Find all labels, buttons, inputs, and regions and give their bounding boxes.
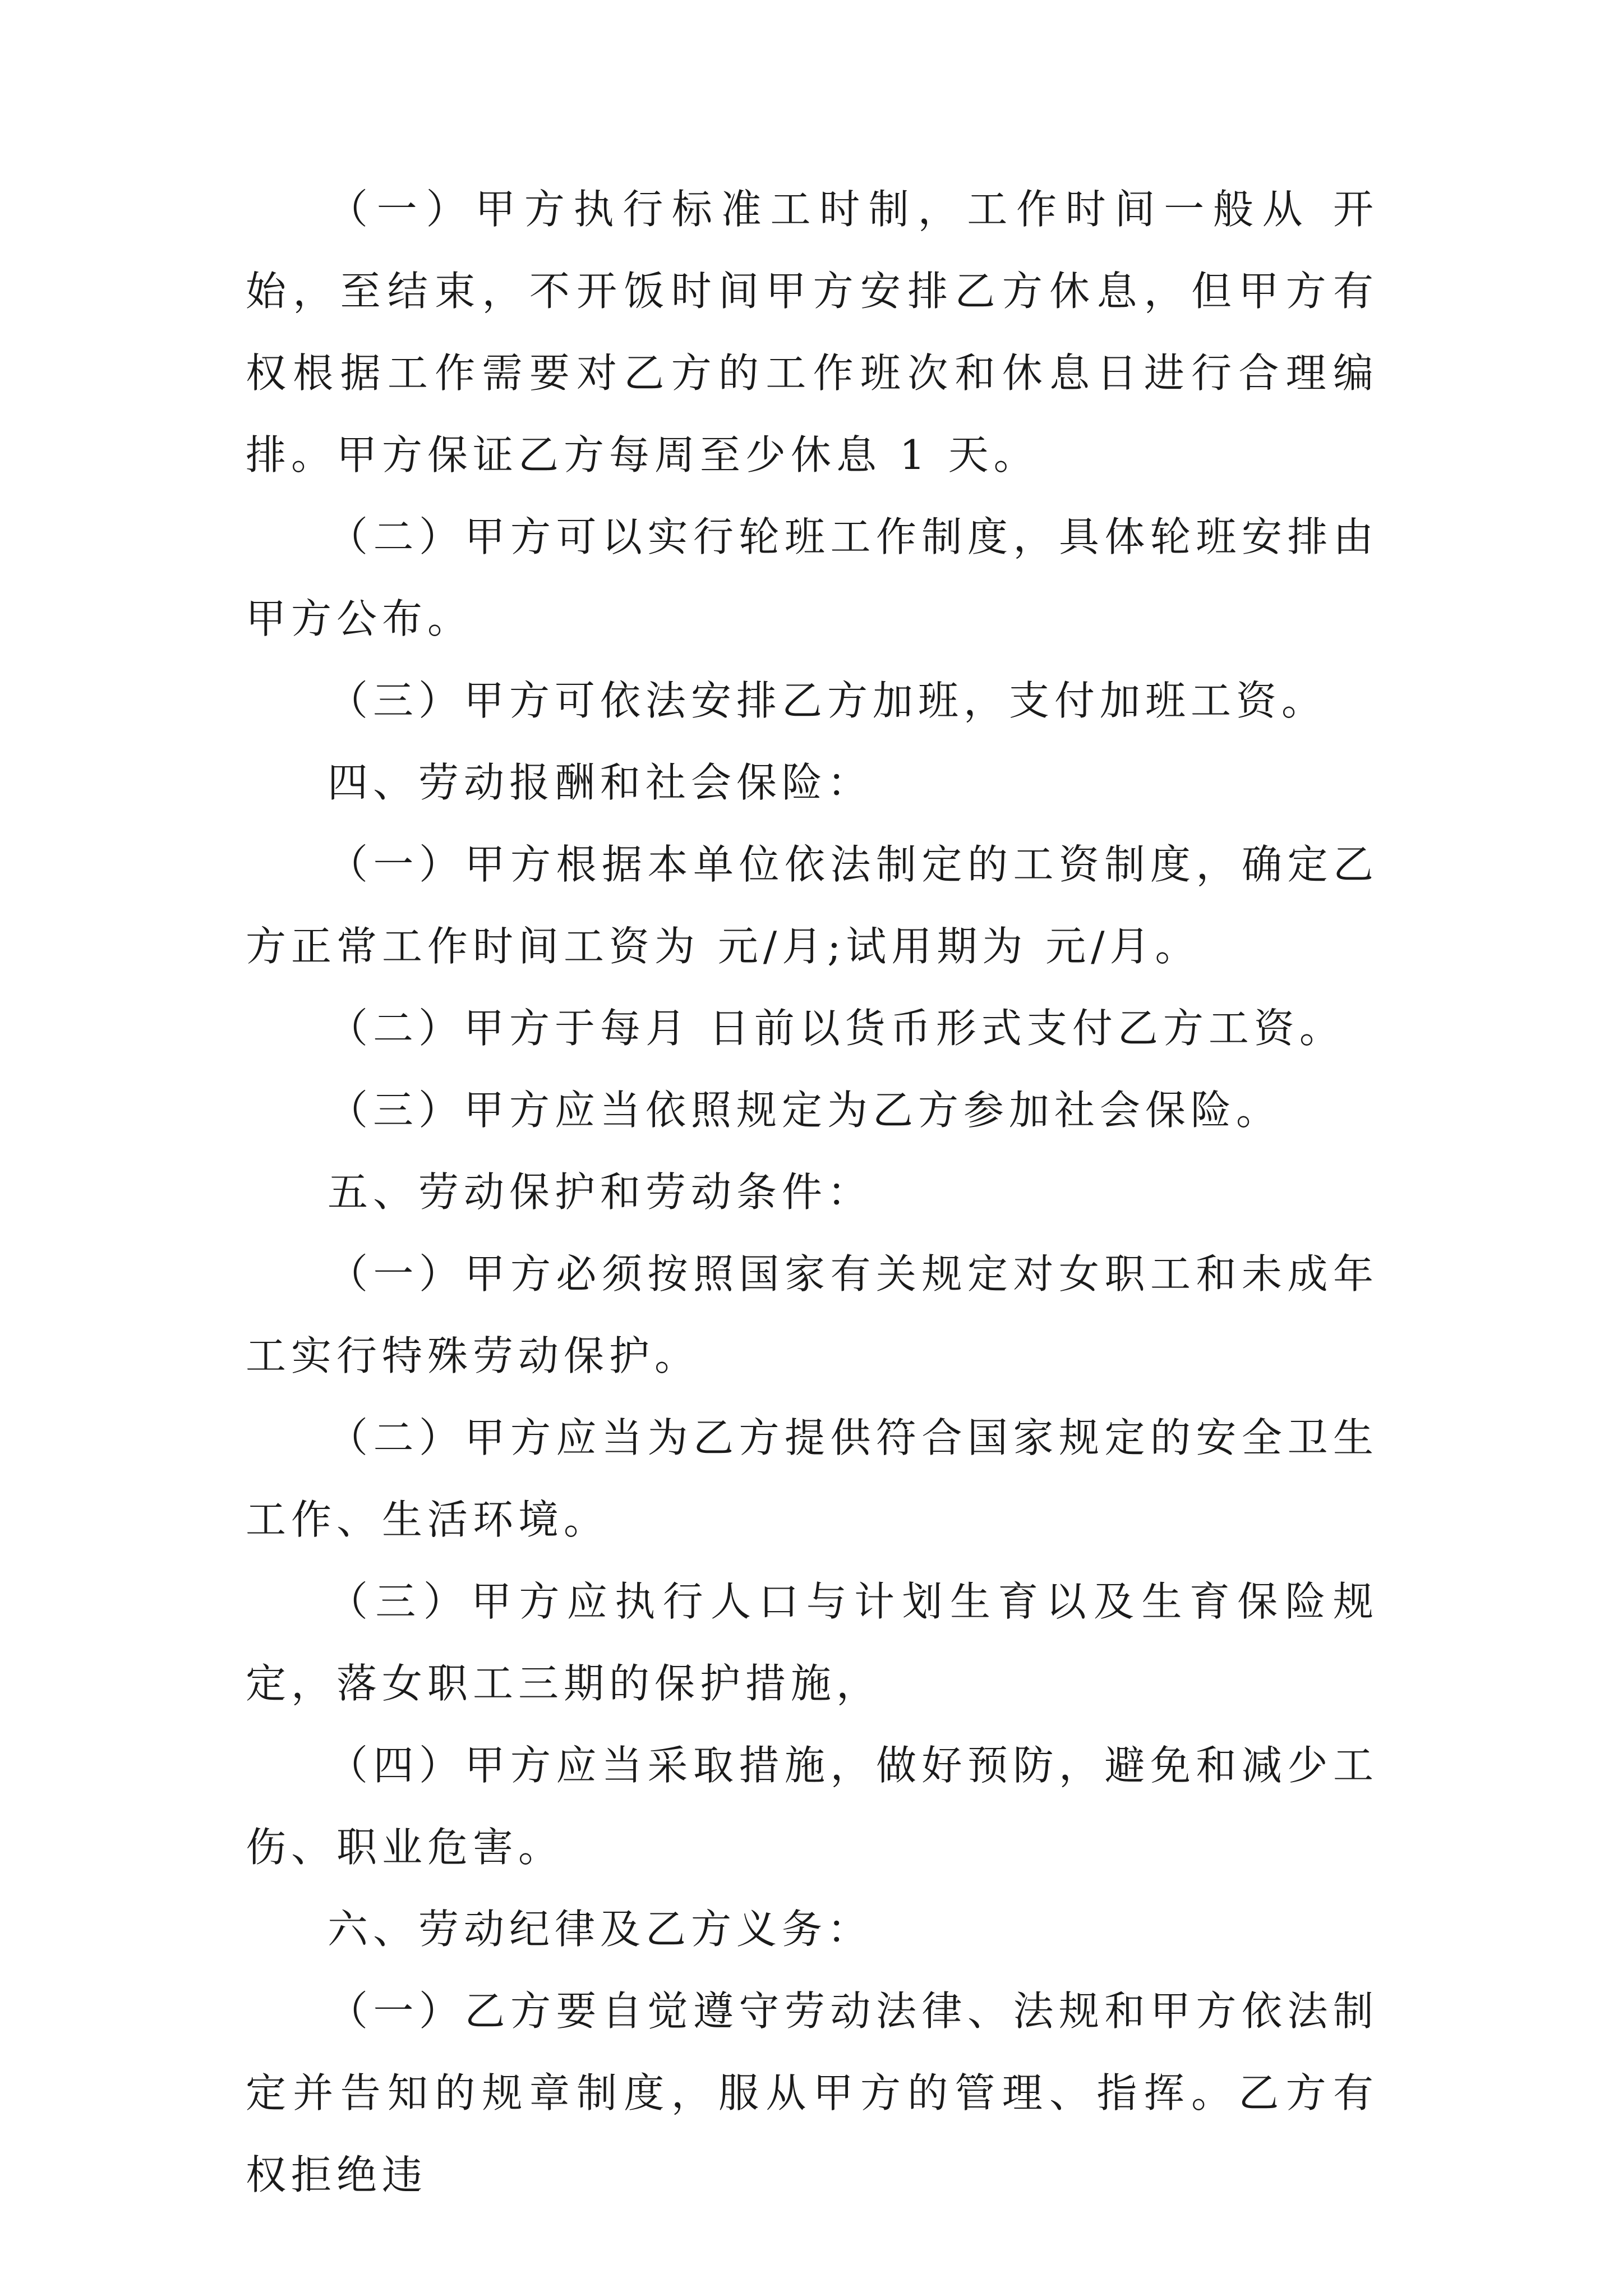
paragraph-rules-compliance: （一）乙方要自觉遵守劳动法律、法规和甲方依法制定并告知的规章制度，服从甲方的管理、指挥。乙方有权拒绝违 — [246, 1987, 1378, 2198]
section-heading-remuneration: 四、劳动报酬和社会保险： — [328, 759, 873, 806]
paragraph-safe-environment: （二）甲方应当为乙方提供符合国家规定的安全卫生工作、生活环境。 — [246, 1414, 1378, 1543]
paragraph-wage-standard: （一）甲方根据本单位依法制定的工资制度，确定乙方正常工作时间工资为 元/月;试用期为 元/月。 — [246, 841, 1378, 970]
section-heading-discipline: 六、劳动纪律及乙方义务： — [328, 1906, 873, 1953]
document-body — [246, 168, 1378, 2216]
paragraph-social-insurance: （三）甲方应当依照规定为乙方参加社会保险。 — [328, 1087, 1282, 1134]
paragraph-work-hours: （一）甲方执行标准工时制，工作时间一般从 开始，至结束，不开饭时间甲方安排乙方休息，但甲方有权根据工作需要对乙方的工作班次和休息日进行合理编排。甲方保证乙方每周至少休息 1 天。 — [246, 186, 1378, 478]
paragraph-pay-date: （二）甲方于每月 日前以货币形式支付乙方工资。 — [328, 1005, 1345, 1052]
paragraph-injury-prevention: （四）甲方应当采取措施，做好预防，避免和减少工伤、职业危害。 — [246, 1742, 1378, 1871]
paragraph-overtime: （三）甲方可依法安排乙方加班，支付加班工资。 — [328, 677, 1327, 724]
section-heading-labor-protection: 五、劳动保护和劳动条件： — [328, 1168, 873, 1216]
paragraph-special-protection: （一）甲方必须按照国家有关规定对女职工和未成年工实行特殊劳动保护。 — [246, 1250, 1378, 1379]
paragraph-maternity: （三）甲方应执行人口与计划生育以及生育保险规定，落女职工三期的保护措施， — [246, 1578, 1378, 1707]
paragraph-shift-system: （二）甲方可以实行轮班工作制度，具体轮班安排由甲方公布。 — [246, 513, 1378, 642]
